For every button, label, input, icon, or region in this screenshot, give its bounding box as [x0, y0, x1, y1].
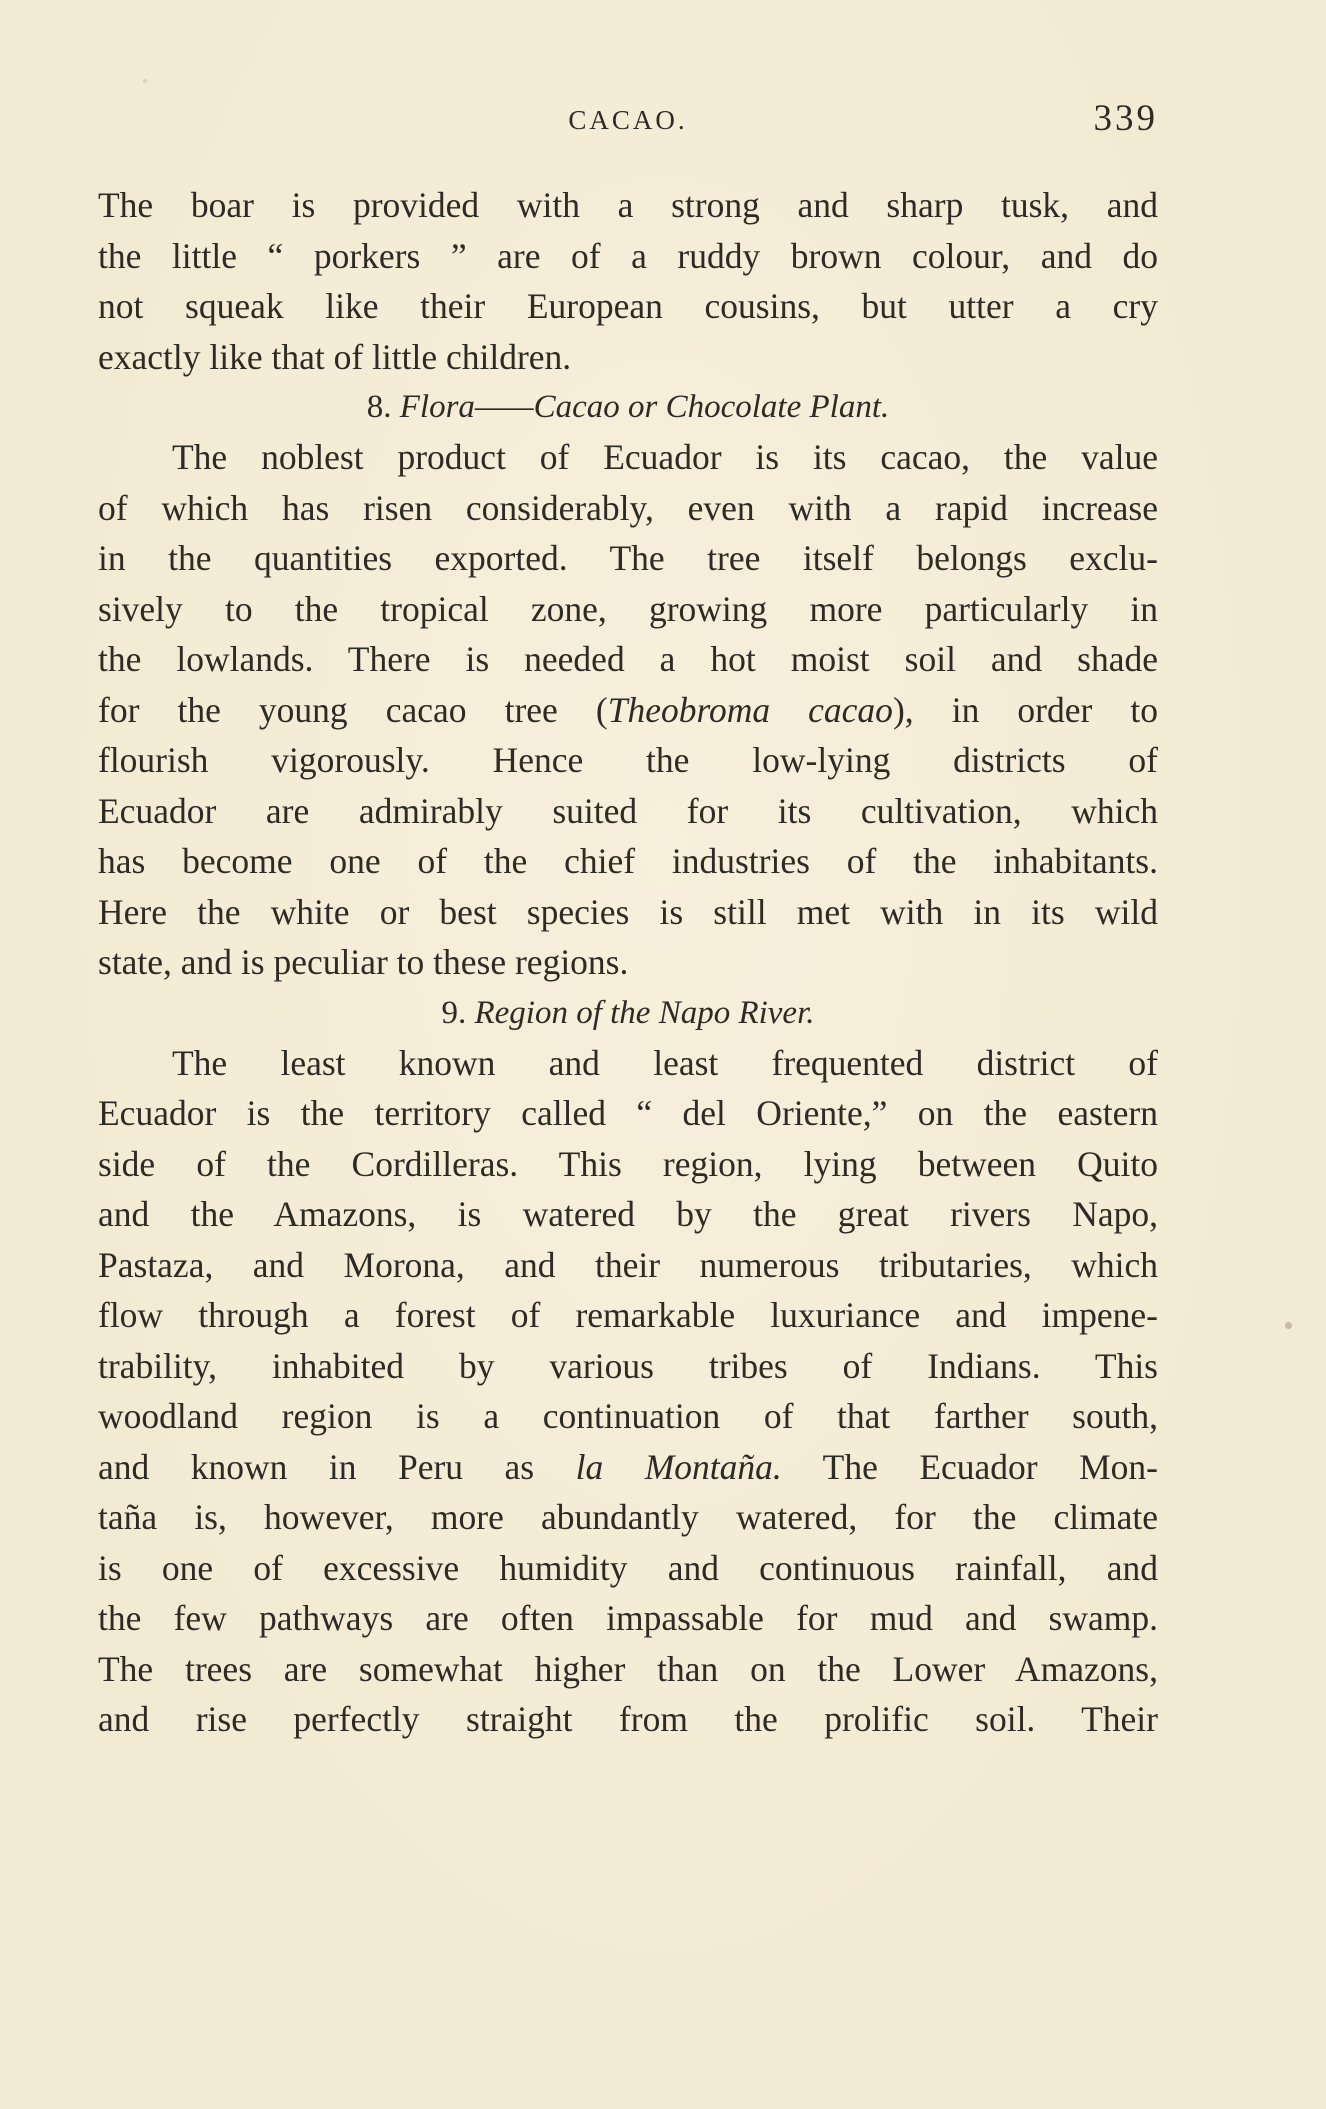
text-line: flourish vigorously. Hence the low-lying districts of: [98, 740, 1158, 780]
text-line: Ecuador is the territory called “ del Oriente,” on the eastern: [98, 1093, 1158, 1133]
species-name: Theobroma cacao: [607, 689, 893, 730]
text-line: exactly like that of little children.: [98, 336, 572, 377]
text-fragment: and known in Peru as: [98, 1446, 576, 1487]
running-head: [98, 95, 1158, 145]
section-number: 8.: [366, 389, 392, 425]
place-name: la Montaña.: [575, 1446, 782, 1487]
text-line: side of the Cordilleras. This region, lying between Quito: [98, 1143, 1158, 1184]
text-line: woodland region is a continuation of that farther south,: [98, 1396, 1158, 1436]
paragraph-boar: [98, 180, 1158, 382]
paper-speck: [1285, 1322, 1292, 1329]
text-line: Here the white or best species is still met with in its wild: [98, 891, 1158, 932]
text-line: and the Amazons, is watered by the great rivers Napo,: [98, 1194, 1158, 1234]
text-fragment: The Ecuador Mon-: [781, 1446, 1158, 1487]
text-line: sively to the tropical zone, growing more particularly in: [98, 588, 1158, 629]
section-title: Region of the Napo River.: [474, 994, 815, 1031]
text-line: of which has risen considerably, even with a rapid increase: [98, 487, 1158, 528]
text-line: and rise perfectly straight from the prolific soil. Their: [98, 1699, 1158, 1739]
text-line: the few pathways are often impassable for mud and swamp.: [98, 1598, 1158, 1638]
text-line: in the quantities exported. The tree itself belongs exclu-: [98, 538, 1158, 578]
text-line: flow through a forest of remarkable luxuriance and impene-: [98, 1295, 1158, 1335]
text-line-with-species: [98, 685, 1158, 736]
text-line: is one of excessive humidity and continuous rainfall, and: [98, 1547, 1158, 1588]
text-line: The trees are somewhat higher than on the Lower Amazons,: [98, 1648, 1158, 1689]
text-line: state, and is peculiar to these regions.: [98, 942, 629, 982]
text-line: The noblest product of Ecuador is its cacao, the value: [172, 437, 1158, 477]
section-number: 9.: [441, 994, 467, 1031]
text-fragment: ), in order to: [892, 689, 1158, 730]
section-title: Flora——Cacao or Chocolate Plant.: [399, 389, 890, 425]
paragraph-cacao: [98, 432, 1158, 988]
section-heading-flora: [98, 382, 1158, 432]
text-line: The boar is provided with a strong and sharp tusk, and: [98, 185, 1158, 225]
text-line: the little “ porkers ” are of a ruddy brown colour, and do: [98, 235, 1158, 276]
text-line: Ecuador are admirably suited for its cultivation, which: [98, 790, 1158, 831]
page-number: 339: [1093, 98, 1158, 139]
text-line: has become one of the chief industries of the inhabitants.: [98, 841, 1158, 881]
text-line: trability, inhabited by various tribes of Indians. This: [98, 1345, 1158, 1386]
paragraph-napo: [98, 1038, 1158, 1745]
text-line: taña is, however, more abundantly watered, for the climate: [98, 1497, 1158, 1537]
section-heading-napo: [98, 988, 1158, 1038]
text-line: the lowlands. There is needed a hot moist soil and shade: [98, 639, 1158, 679]
text-line: Pastaza, and Morona, and their numerous tributaries, which: [98, 1244, 1158, 1285]
paper-speck: [143, 79, 147, 83]
text-line: The least known and least frequented district of: [172, 1042, 1158, 1083]
text-fragment: for the young cacao tree (: [98, 689, 608, 730]
text-line: not squeak like their European cousins, but utter a cry: [98, 286, 1158, 326]
body-text: [98, 180, 1158, 1745]
text-line-with-montana: [98, 1442, 1158, 1493]
running-title: CACAO.: [568, 105, 688, 135]
